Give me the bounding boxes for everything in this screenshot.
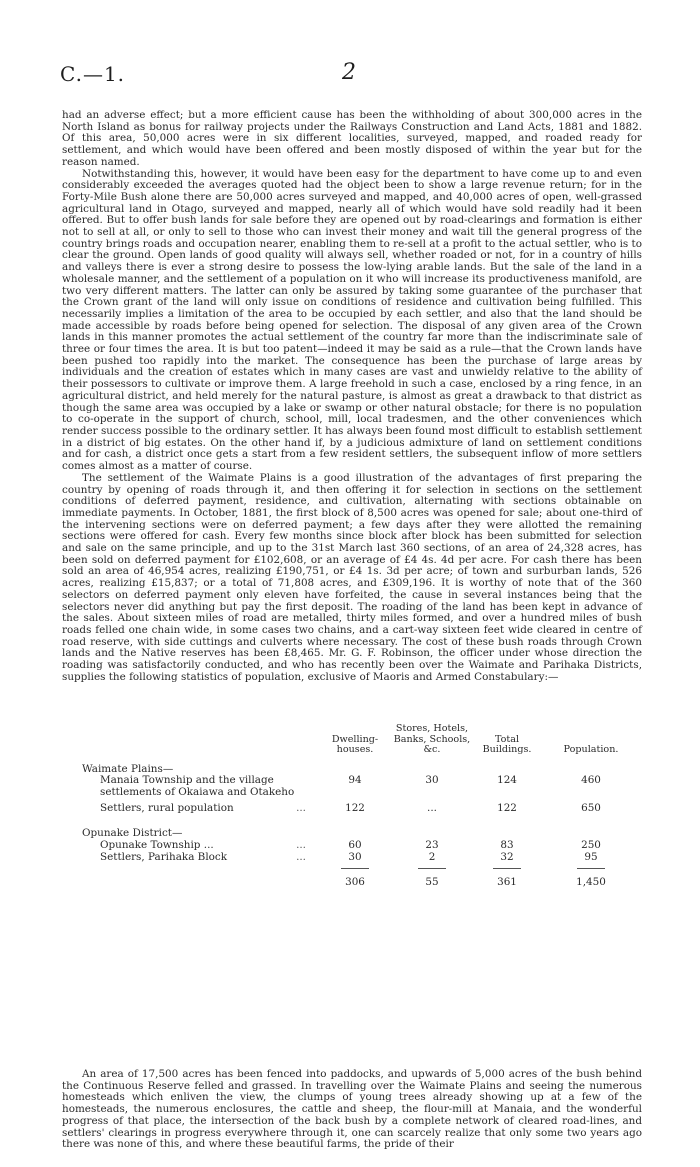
- paragraph: Notwithstanding this, however, it would have been easy for the department to have come up to and even considerably exceeded the averages quoted had the object been to show a large revenue return; for in the Forty-Mile Bush alone there are 50,000 acres surveyed and mapped, and 40,000 acres of open, well-grassed agricultural land in Otago, surveyed and mapped, nearly all of which would have sold readily had it been offered. But to offer bush lands for sale before they are opened out by road-clearings and formation is either not to sell at all, or only to sell to those who can invest their money and wait till the general progress of the country brings roads and occupation nearer, enabling them to re-sell at a profit to the actual settler, who is to clear the ground. Open lands of good quality will always sell, whether roaded or not, for in a country of hills and valleys there is ever a strong desire to possess the low-lying arable lands. But the sale of the land in a wholesale manner, and the settlement of a population on it who will increase its productiveness manifold, are two very different matters. The latter can only be assured by taking some guarantee of the purchaser that the Crown grant of the land will only issue on conditions of residence and cultivation being fulfilled. This necessarily implies a limitation of the area to be occupied by each settler, and also that the land should be made accessible by roads before being opened for selection. The disposal of any given area of the Crown lands in this manner promotes the actual settlement of the country far more than the indiscriminate sale of three or four times the area. It is but too patent—indeed it may be said as a rule—that the Crown lands have been pushed too rapidly into the market. The consequence has been the purchase of large areas by individuals and the creation of estates which in many cases are vast and unwieldy relative to the ability of their possessors to cultivate or improve them. A large freehold in such a case, enclosed by a ring fence, in an agricultural district, and held merely for the natural pasture, is almost as great a drawback to that district as though the same area was occupied by a lake or swamp or other natural obstacle; for there is no population to co-operate in the support of church, school, mill, local tradesmen, and the other conveniences which render success possible to the ordinary settler. It has always been found most difficult to establish settlement in a district of big estates. On the other hand if, by a judicious admixture of land on settlement conditions and for cash, a district once gets a start from a few resident settlers, the subsequent inflow of more settlers comes almost as a matter of course.: [62, 167, 642, 473]
- leader-dots: ...: [296, 801, 306, 814]
- document-reference: C.—1.: [60, 62, 126, 86]
- paragraph: The settlement of the Waimate Plains is a good illustration of the advantages of first preparing the country by opening of roads through it, and then offering it for selection in sections on the settlement conditions of deferred payment, residence, and cultivation, alternating with sections obtainable on immediate payments. In October, 1881, the first block of 8,500 acres was opened for sale; about one-third of the intervening sections were on deferred payment; a few days after they were allotted the remaining sections were offered for cash. Every few months since block after block has been submitted for selection and sale on the same principle, and up to the 31st March last 360 sections, of an area of 24,328 acres, has been sold on deferred payment for £102,608, or an average of £4 4s. 4d per acre. For cash there has been sold an area of 46,954 acres, realizing £190,751, or £4 1s. 3d per acre; of town and surburban lands, 526 acres, realizing £15,837; or a total of 71,808 acres, and £309,196. It is worthy of note that of the 360 selectors on deferred payment only eleven have forfeited, the cause in several instances being that the selectors never did anything but pay the first deposit. The roading of the land has been kept in advance of the sales. About sixteen miles of road are metalled, thirty miles formed, and over a hundred miles of bush roads felled one chain wide, in some cases two chains, and a cart-way sixteen feet wide cleared in centre of road reserve, with side cuttings and culverts where necessary. The cost of these bush roads through Crown lands and the Native reserves has been £8,465. Mr. G. F. Robinson, the officer under whose direction the roading was satisfactorily conducted, and who has recently been over the Waimate and Parihaka Districts, supplies the following statistics of population, exclusive of Maoris and Armed Constabulary:—: [62, 471, 642, 683]
- population-cell: 650: [581, 801, 601, 814]
- column-header: Stores, Hotels, Banks, Schools, &c.: [393, 723, 471, 755]
- dwellings-cell: 30: [348, 850, 362, 863]
- sum-rule: [577, 868, 605, 869]
- population-cell: 460: [581, 774, 601, 787]
- sum-rule: [418, 868, 446, 869]
- stores-cell: ...: [427, 801, 437, 814]
- paragraph: had an adverse effect; but a more efficient cause has been the withholding of about 300,000 acres in the North Island as bonus for railway projects under the Railways Construction and Land Acts, 1881 and 1882. Of this area, 50,000 acres were in six different localities, surveyed, mapped, and roaded ready for settlement, and which would have been offered and been mostly disposed of within the year but for the reason named.: [62, 109, 642, 168]
- leader-dots: ...: [296, 839, 306, 852]
- table-row: [62, 852, 642, 864]
- total-buildings-cell: 122: [497, 801, 517, 814]
- body-text-lower: [62, 1069, 642, 1151]
- population-cell: 95: [584, 850, 598, 863]
- column-header: Dwelling-houses.: [331, 733, 379, 755]
- column-header: Population.: [563, 744, 619, 755]
- total-population: 1,450: [576, 876, 606, 889]
- population-cell: 250: [581, 839, 601, 852]
- total-dwellings: 306: [345, 876, 365, 889]
- totals-row: [62, 875, 642, 889]
- stores-cell: 30: [425, 774, 439, 787]
- row-label: Opunake Township ...: [100, 839, 214, 852]
- body-text-upper: [62, 110, 642, 683]
- page-number: 2: [342, 60, 356, 85]
- dwellings-cell: 94: [348, 774, 362, 787]
- total-buildings-cell: 32: [500, 850, 514, 863]
- row-label: Settlers, Parihaka Block: [100, 850, 228, 863]
- dwellings-cell: 122: [345, 801, 365, 814]
- group-title: Waimate Plains—: [82, 762, 174, 775]
- sum-rule: [341, 868, 369, 869]
- total-buildings-cell: 83: [500, 839, 514, 852]
- leader-dots: ...: [296, 850, 306, 863]
- table-header-row: [62, 724, 642, 756]
- total-stores: 55: [425, 876, 439, 889]
- table-row: [62, 775, 642, 798]
- rule-row: [62, 863, 642, 875]
- stores-cell: 2: [428, 850, 436, 863]
- row-label: Settlers, rural population: [100, 801, 234, 814]
- dwellings-cell: 60: [348, 839, 362, 852]
- sum-rule: [493, 868, 521, 869]
- table-row: [62, 803, 642, 815]
- paragraph: An area of 17,500 acres has been fenced into paddocks, and upwards of 5,000 acres of the bush behind the Continuous Reserve felled and grassed. In travelling over the Waimate Plains and seeing the numerous homesteads which enliven the view, the clumps of young trees already showing up at a few of the homesteads, the numerous enclosures, the cattle and sheep, the flour-mill at Manaia, and the wonderful progress of that place, the intersection of the back bush by a complete network of cleared road-lines, and settlers' clearings in progress everywhere through it, one can scarcely realize that only some two years ago there was none of this, and where these beautiful farms, the pride of their: [62, 1068, 642, 1151]
- stores-cell: 23: [425, 839, 439, 852]
- group-title: Opunake District—: [82, 827, 183, 840]
- row-label: Manaia Township and the village settlements of Okaiawa and Otakeho: [100, 774, 295, 798]
- column-header: Total Buildings.: [482, 733, 532, 755]
- total-buildings: 361: [497, 876, 517, 889]
- population-statistics-table: [62, 724, 642, 889]
- total-buildings-cell: 124: [497, 774, 517, 787]
